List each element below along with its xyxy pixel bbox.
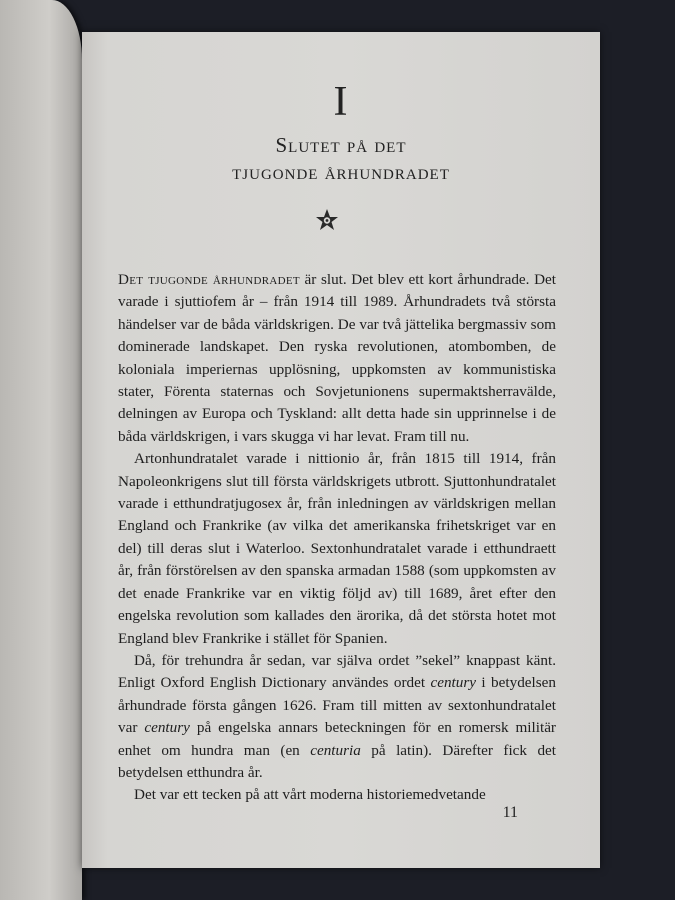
page-number: 11 bbox=[502, 804, 518, 821]
paragraph-lead: Det tjugonde århundradet bbox=[118, 271, 300, 288]
chapter-number: I bbox=[333, 79, 349, 125]
paragraph-2: Artonhundratalet varade i nittionio år, från 1815 till 1914, från Napoleonkrigens slut till första världskrigets utbrott. Sjuttonhundratalet varade i etthundratjugosex år, från inledningen av världskrigen mellan England och Frankrike (av vilka det amerikanska frihetskriget var en del) till deras slut i Waterloo. Sextonhundratalet varade i etthundraett år, från förstörelsen av den spanska armadan 1588 (som uppkomsten av det enade Frankrike var en viktig följd av) till 1689, året efter den engelska revolution som kallades den ärorika, då det största hotet mot England blev Frankrike i stället för Spanien. bbox=[118, 450, 556, 647]
paragraph-1-text: är slut. Det blev ett kort århundrade. Det varade i sjuttiofem år – från 1914 till 1989. Århundradets två största händelser var de båda världskrigen. De var två jättelika bergmassiv som dominerade landskapet. Den ryska revolutionen, atombomben, de koloniala imperiernas upplösning, uppkomsten av kommunistiska stater, Förenta staternas och Sovjetunionens supermaktsherravälde, delningen av Europa och Tyskland: allt detta hade sin upprinnelse i de båda världskrigen, i vars skugga vi har levat. Fram till nu. bbox=[118, 271, 556, 445]
paragraph-4: Det var ett tecken på att vårt moderna historiemedvetande bbox=[134, 786, 486, 804]
paragraph-1 bbox=[118, 269, 556, 448]
chapter-title-line-1: Slutet på det bbox=[275, 133, 407, 157]
paragraph-3-part-2: i betydelsen århundrade första gången 1626. Fram till mitten av sextonhundratalet var bbox=[118, 674, 557, 737]
paragraph-3-part-3: på engelska annars beteckningen för en romersk militär enhet om hundra man (en bbox=[118, 719, 556, 759]
italic-centuria: centuria bbox=[310, 741, 361, 759]
italic-century-1: century bbox=[430, 674, 477, 692]
italic-century-2: century bbox=[144, 719, 190, 737]
body-text bbox=[118, 269, 556, 807]
book-page bbox=[82, 32, 600, 868]
chapter-title bbox=[82, 132, 600, 186]
left-page-edge bbox=[0, 0, 82, 900]
chapter-title-line-2: tjugonde århundradet bbox=[232, 160, 450, 184]
paragraph-3 bbox=[118, 650, 556, 784]
paragraph-3-part-4: på latin). Därefter fick det betydelsen etthundra år. bbox=[118, 741, 557, 781]
paragraph-3-part-1: Då, för trehundra år sedan, var själva ordet ”sekel” knappast känt. Enligt Oxford English Dictionary användes ordet bbox=[118, 651, 556, 692]
star-flower-ornament-icon bbox=[314, 208, 340, 234]
